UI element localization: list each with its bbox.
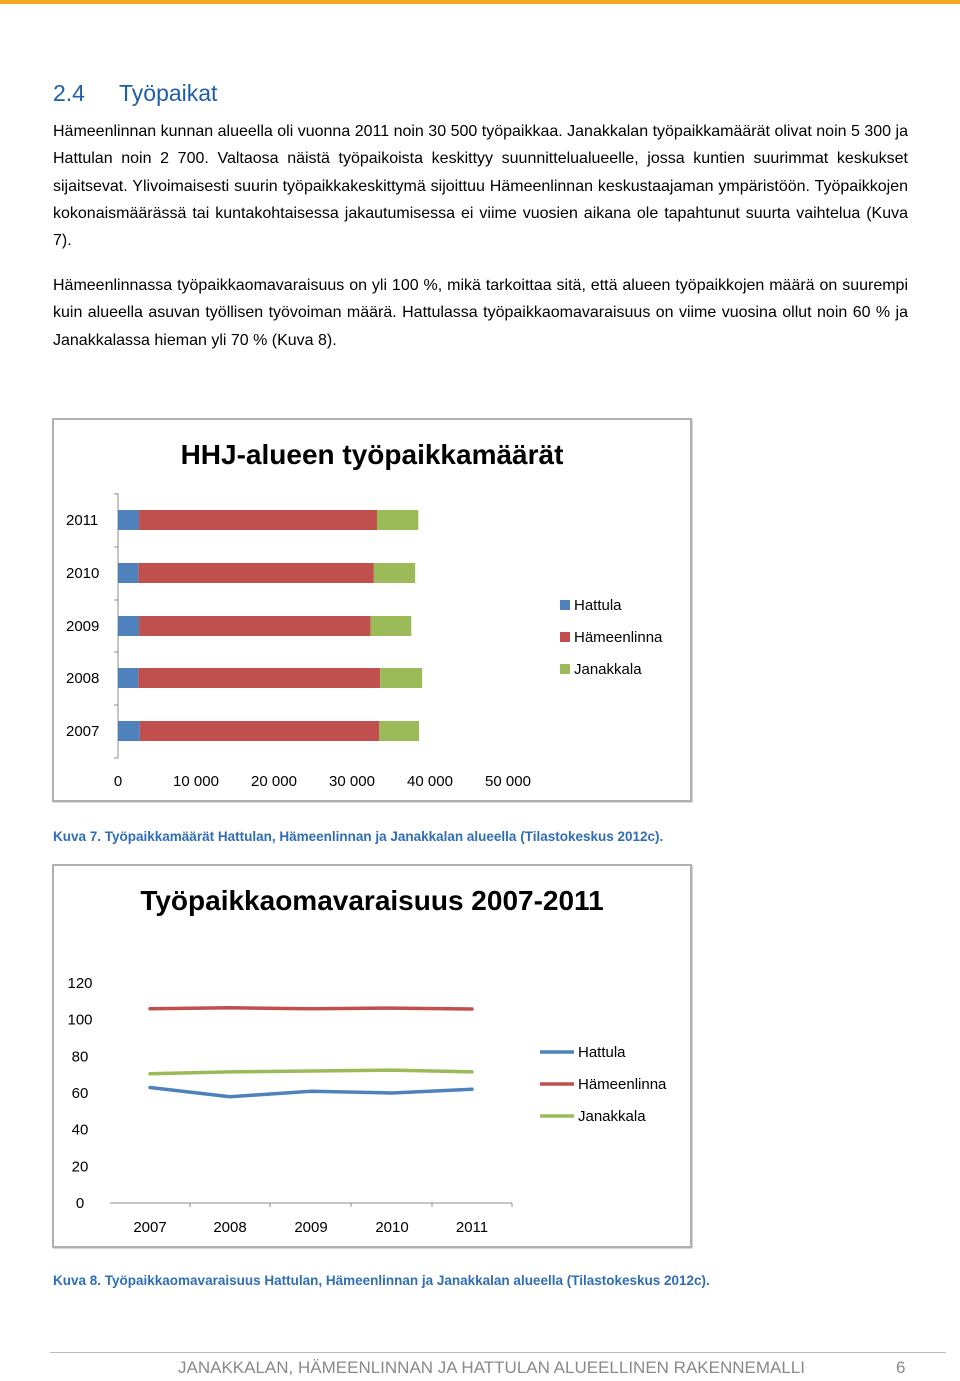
chart-title: HHJ-alueen työpaikkamäärät	[180, 439, 564, 470]
y-tick-label: 20	[71, 1158, 89, 1176]
point-janakkala-2011	[471, 1070, 474, 1073]
x-tick-label: 2011	[455, 1219, 489, 1236]
x-tick-label: 2009	[294, 1219, 328, 1236]
x-tick-label: 50 000	[485, 773, 531, 790]
bar-janakkala-2011	[377, 510, 418, 530]
y-tick-label: 120	[67, 975, 93, 992]
x-tick-label: 30 000	[329, 773, 375, 790]
bar-hattula-2011	[118, 510, 139, 530]
caption-figure-7: Kuva 7. Työpaikkamäärät Hattulan, Hämeenlinnan ja Janakkalan alueella (Tilastokeskus 2012c).	[53, 829, 664, 844]
point-hattula-2008	[229, 1095, 232, 1098]
bar-hattula-2010	[118, 563, 138, 583]
section-number: 2.4	[53, 80, 85, 106]
x-tick-label: 2008	[213, 1219, 247, 1236]
paragraph-2: Hämeenlinnassa työpaikkaomavaraisuus on yli 100 %, mikä tarkoittaa sitä, että alueen työpaikkojen määrä on suurempi kuin alueella asuvan työllisen työvoiman määrä. Hattulassa työpaikkaomavaraisuus on viime vuosina ollut noin 60 % ja Janakkalassa hieman yli 70 % (Kuva 8).	[53, 277, 908, 349]
bar-hattula-2009	[118, 616, 139, 636]
legend-swatch-janakkala	[560, 664, 570, 674]
page-number: 6	[896, 1358, 906, 1377]
paragraph-1: Hämeenlinnan kunnan alueella oli vuonna 2011 noin 30 500 työpaikkaa. Janakkalan työpaikkamäärät olivat noin 5 300 ja Hattulan noin 2 700. Valtaosa näistä työpaikoista keskittyy suunnittelualueelle, jossa kuntien suurimmat keskukset sijaitsevat. Ylivoimaisesti suurin työpaikkakeskittymä sijoittuu Hämeenlinnan keskustaajaman ympäristöön. Työpaikkojen kokonaismäärässä tai kuntakohtaisessa jakautumisessa ei viime vuosien aikana ole tapahtunut suurta vaihtelua (Kuva 7).	[53, 123, 908, 250]
footer-rule	[50, 1352, 946, 1353]
line-chart-svg	[54, 866, 690, 1246]
bar-janakkala-2007	[379, 721, 419, 741]
legend-label-hämeenlinna: Hämeenlinna	[578, 1076, 667, 1093]
point-hämeenlinna-2010	[391, 1007, 394, 1010]
footer-title: JANAKKALAN, HÄMEENLINNAN JA HATTULAN ALUEELLINEN RAKENNEMALLI	[178, 1358, 805, 1377]
chart-title: Työpaikkaomavaraisuus 2007-2011	[140, 885, 604, 916]
bar-hämeenlinna-2010	[138, 563, 374, 583]
point-hämeenlinna-2009	[310, 1007, 313, 1010]
y-tick-label: 80	[71, 1048, 89, 1066]
category-label-2007: 2007	[66, 723, 100, 740]
x-tick-label: 40 000	[407, 773, 453, 790]
point-hattula-2009	[310, 1090, 313, 1093]
x-tick-label: 20 000	[251, 773, 297, 790]
top-rule	[0, 0, 960, 4]
bar-janakkala-2010	[374, 563, 415, 583]
point-janakkala-2009	[310, 1070, 313, 1073]
section-title: Työpaikat	[119, 80, 218, 106]
legend-label-hämeenlinna: Hämeenlinna	[574, 629, 663, 646]
legend-swatch-hattula	[560, 600, 570, 610]
x-tick-label: 0	[113, 773, 123, 790]
caption-figure-8: Kuva 8. Työpaikkaomavaraisuus Hattulan, Hämeenlinnan ja Janakkalan alueella (Tilastokeskus 2012c).	[53, 1273, 710, 1288]
y-tick-label: 60	[71, 1085, 89, 1102]
point-hämeenlinna-2007	[149, 1007, 152, 1010]
point-hämeenlinna-2008	[229, 1006, 232, 1009]
category-label-2009: 2009	[66, 618, 100, 635]
bar-hämeenlinna-2009	[139, 616, 371, 636]
y-tick-label: 40	[71, 1121, 89, 1139]
legend-label-hattula: Hattula	[578, 1044, 626, 1061]
category-label-2010: 2010	[66, 565, 100, 582]
legend-label-hattula: Hattula	[574, 597, 622, 614]
point-janakkala-2007	[149, 1072, 152, 1075]
bar-hämeenlinna-2011	[139, 510, 377, 530]
bar-hämeenlinna-2007	[140, 721, 379, 741]
point-hämeenlinna-2011	[471, 1008, 474, 1011]
section-heading	[53, 80, 217, 107]
bar-chart-svg	[54, 420, 690, 800]
point-janakkala-2008	[229, 1070, 232, 1073]
chart-workplaces	[52, 418, 692, 802]
chart-self-sufficiency	[52, 864, 692, 1248]
point-hattula-2010	[391, 1092, 394, 1095]
x-tick-label: 2007	[133, 1219, 167, 1236]
legend-swatch-hämeenlinna	[560, 632, 570, 642]
bar-hämeenlinna-2008	[138, 668, 380, 688]
y-tick-label: 100	[67, 1011, 93, 1029]
point-hattula-2007	[149, 1086, 152, 1089]
point-hattula-2011	[471, 1088, 474, 1091]
category-label-2008: 2008	[66, 670, 100, 687]
category-label-2011: 2011	[66, 512, 99, 529]
x-tick-label: 2010	[375, 1219, 409, 1236]
bar-janakkala-2008	[380, 668, 422, 688]
bar-janakkala-2009	[371, 616, 412, 636]
x-tick-label: 10 000	[173, 773, 219, 790]
bar-hattula-2007	[118, 721, 140, 741]
point-janakkala-2010	[391, 1069, 394, 1072]
y-tick-label: 0	[75, 1195, 85, 1212]
legend-label-janakkala: Janakkala	[578, 1108, 646, 1125]
bar-hattula-2008	[118, 668, 138, 688]
legend-label-janakkala: Janakkala	[574, 661, 642, 678]
